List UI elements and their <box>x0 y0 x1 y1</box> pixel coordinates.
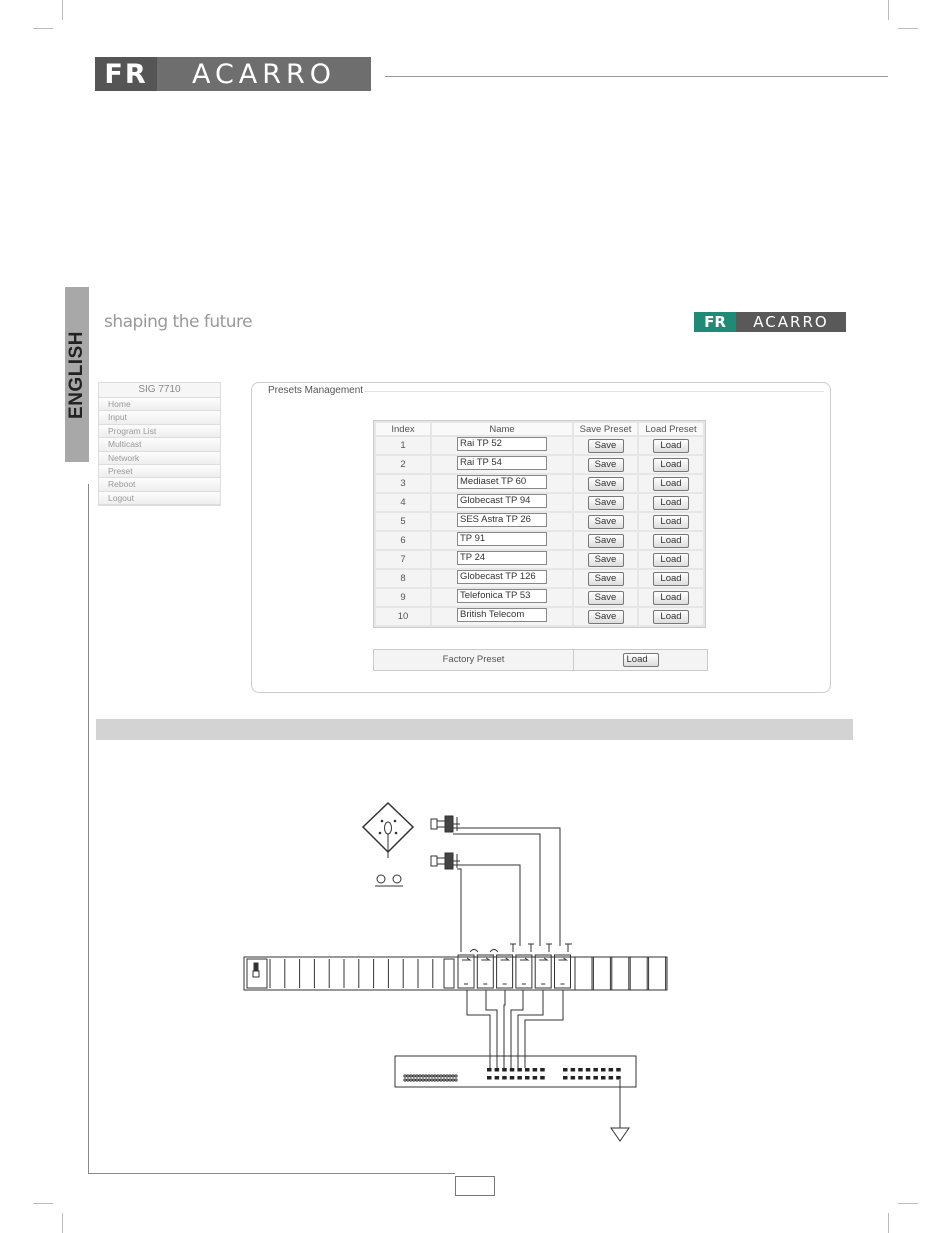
vent-hole <box>443 1079 445 1081</box>
table-row <box>376 513 703 530</box>
nav-item-program-list[interactable]: Program List <box>99 425 220 438</box>
vent-hole <box>410 1079 412 1081</box>
table-row <box>376 437 703 454</box>
switch-port <box>616 1068 621 1072</box>
network-switch-icon <box>395 1056 636 1087</box>
vent-hole <box>431 1079 433 1081</box>
table-row <box>376 608 703 625</box>
switch-port <box>510 1076 515 1080</box>
logo-fr: FR <box>95 57 157 91</box>
vent-hole <box>428 1079 430 1081</box>
lnb-icon <box>431 819 437 829</box>
preset-name-input[interactable]: British Telecom <box>457 608 547 622</box>
factory-preset-label: Factory Preset <box>374 650 574 670</box>
sidebar-menu <box>98 382 221 506</box>
switch-port <box>495 1076 500 1080</box>
switch-port <box>487 1068 492 1072</box>
preset-index: 8 <box>376 570 430 587</box>
preset-name-input[interactable]: Globecast TP 126 <box>457 570 547 584</box>
vent-hole <box>425 1075 427 1077</box>
installation-diagram <box>230 795 690 1150</box>
vent-hole <box>455 1075 457 1077</box>
device-title: SIG 7710 <box>99 383 220 398</box>
save-button[interactable]: Save <box>588 439 624 453</box>
language-tab <box>65 287 89 462</box>
switch-port <box>609 1068 614 1072</box>
crop-mark <box>62 1213 63 1233</box>
save-button[interactable]: Save <box>588 553 624 567</box>
vent-hole <box>422 1079 424 1081</box>
crop-mark <box>888 1213 889 1233</box>
preset-name-input[interactable]: Rai TP 54 <box>457 456 547 470</box>
load-button[interactable]: Load <box>653 477 689 491</box>
column-header: Index <box>376 423 430 435</box>
load-button[interactable]: Load <box>653 553 689 567</box>
switch-port <box>495 1068 500 1072</box>
switch-port <box>502 1076 507 1080</box>
vent-hole <box>449 1079 451 1081</box>
language-label: ENGLISH <box>66 330 87 419</box>
preset-name-input[interactable]: SES Astra TP 26 <box>457 513 547 527</box>
nav-item-logout[interactable]: Logout <box>99 492 220 505</box>
section-band <box>96 719 853 740</box>
switch-port <box>578 1076 583 1080</box>
panel-title-rule <box>364 391 824 392</box>
preset-index: 10 <box>376 608 430 625</box>
table-row <box>376 532 703 549</box>
vent-hole <box>455 1079 457 1081</box>
preset-name-input[interactable]: Telefonica TP 53 <box>457 589 547 603</box>
vent-hole <box>437 1075 439 1077</box>
preset-name-input[interactable]: TP 24 <box>457 551 547 565</box>
save-button[interactable]: Save <box>588 572 624 586</box>
switch-port <box>487 1076 492 1080</box>
switch-port <box>586 1068 591 1072</box>
nav-item-preset[interactable]: Preset <box>99 465 220 478</box>
crop-mark <box>898 1203 918 1204</box>
load-button[interactable]: Load <box>653 591 689 605</box>
left-margin-rule <box>88 484 89 1174</box>
load-button[interactable]: Load <box>653 458 689 472</box>
vent-hole <box>434 1075 436 1077</box>
crop-mark <box>33 28 53 29</box>
column-header: Load Preset <box>639 423 703 435</box>
switch-port <box>616 1076 621 1080</box>
switch-port <box>540 1076 545 1080</box>
crop-mark <box>898 28 918 29</box>
switch-port <box>563 1076 568 1080</box>
vent-hole <box>407 1079 409 1081</box>
vent-hole <box>413 1075 415 1077</box>
empty-slot <box>575 957 592 990</box>
app-logo <box>694 312 846 332</box>
vent-hole <box>431 1075 433 1077</box>
switch-port <box>525 1076 530 1080</box>
logo-rest: ACARRO <box>157 57 371 91</box>
switch-port <box>571 1068 576 1072</box>
switch-port <box>571 1076 576 1080</box>
vent-hole <box>425 1079 427 1081</box>
preset-name-input[interactable]: Rai TP 52 <box>457 437 547 451</box>
switch-port <box>601 1068 606 1072</box>
header-rule <box>385 76 888 77</box>
nav-item-network[interactable]: Network <box>99 452 220 465</box>
column-header: Save Preset <box>574 423 637 435</box>
vent-hole <box>443 1075 445 1077</box>
table-row <box>376 551 703 568</box>
crop-mark <box>33 1203 53 1204</box>
vent-hole <box>428 1075 430 1077</box>
load-button[interactable]: Load <box>653 534 689 548</box>
preset-index: 4 <box>376 494 430 511</box>
app-logo-rest: ACARRO <box>736 312 846 332</box>
switch-port <box>540 1068 545 1072</box>
lnb-icon <box>431 856 437 866</box>
table-row <box>376 456 703 473</box>
load-button[interactable]: Load <box>653 515 689 529</box>
nav-item-reboot[interactable]: Reboot <box>99 478 220 491</box>
vent-hole <box>416 1075 418 1077</box>
table-row <box>376 570 703 587</box>
switch-port <box>563 1068 568 1072</box>
preset-name-input[interactable]: Globecast TP 94 <box>457 494 547 508</box>
crop-mark <box>888 0 889 20</box>
vent-hole <box>422 1075 424 1077</box>
page-number-box <box>455 1176 495 1196</box>
vent-hole <box>404 1079 406 1081</box>
crop-mark <box>62 0 63 20</box>
preset-name-input[interactable]: Mediaset TP 60 <box>457 475 547 489</box>
panel-title: Presets Management <box>268 385 364 396</box>
preset-index: 5 <box>376 513 430 530</box>
table-row <box>376 475 703 492</box>
vent-hole <box>416 1079 418 1081</box>
preset-name-input[interactable]: TP 91 <box>457 532 547 546</box>
load-button[interactable]: Load <box>653 610 689 624</box>
vent-hole <box>437 1079 439 1081</box>
switch-port <box>593 1076 598 1080</box>
load-button[interactable]: Load <box>653 439 689 453</box>
table-row <box>376 494 703 511</box>
switch-port <box>517 1068 522 1072</box>
load-button[interactable]: Load <box>653 572 689 586</box>
switch-port <box>525 1068 530 1072</box>
switch-port <box>533 1076 538 1080</box>
preset-index: 2 <box>376 456 430 473</box>
bottom-margin-rule <box>88 1173 455 1174</box>
empty-slot <box>630 957 647 990</box>
column-header: Name <box>432 423 572 435</box>
vent-hole <box>452 1075 454 1077</box>
nav-item-multicast[interactable]: Multicast <box>99 438 220 451</box>
switch-port <box>578 1068 583 1072</box>
save-button[interactable]: Save <box>588 496 624 510</box>
save-button[interactable]: Save <box>588 477 624 491</box>
switch-port <box>533 1068 538 1072</box>
vent-hole <box>407 1075 409 1077</box>
coil-icon <box>377 875 385 883</box>
vent-hole <box>410 1075 412 1077</box>
save-button[interactable]: Save <box>588 515 624 529</box>
preset-index: 6 <box>376 532 430 549</box>
switch-port <box>502 1068 507 1072</box>
vent-hole <box>452 1079 454 1081</box>
vent-hole <box>404 1075 406 1077</box>
empty-slot <box>593 957 610 990</box>
preset-index: 3 <box>376 475 430 492</box>
load-button[interactable]: Load <box>653 496 689 510</box>
vent-hole <box>440 1075 442 1077</box>
header-logo <box>95 57 371 91</box>
vent-hole <box>434 1079 436 1081</box>
switch-port <box>609 1076 614 1080</box>
vent-hole <box>446 1075 448 1077</box>
nav-item-input[interactable]: Input <box>99 411 220 424</box>
save-button[interactable]: Save <box>588 591 624 605</box>
empty-slot <box>612 957 629 990</box>
save-button[interactable]: Save <box>588 534 624 548</box>
switch-port <box>601 1076 606 1080</box>
vent-hole <box>419 1079 421 1081</box>
preset-index: 9 <box>376 589 430 606</box>
preset-index: 7 <box>376 551 430 568</box>
presets-table <box>373 420 706 628</box>
nav-item-home[interactable]: Home <box>99 398 220 411</box>
save-button[interactable]: Save <box>588 458 624 472</box>
save-button[interactable]: Save <box>588 610 624 624</box>
table-row <box>376 589 703 606</box>
factory-load-button[interactable]: Load <box>623 653 659 667</box>
switch-port <box>517 1076 522 1080</box>
empty-slot <box>649 957 666 990</box>
switch-port <box>593 1068 598 1072</box>
app-logo-fr: FR <box>694 312 736 332</box>
tagline: shaping the future <box>104 312 253 332</box>
switch-port <box>510 1068 515 1072</box>
vent-hole <box>449 1075 451 1077</box>
vent-hole <box>446 1079 448 1081</box>
factory-preset-row <box>373 649 708 671</box>
vent-hole <box>413 1079 415 1081</box>
vent-hole <box>419 1075 421 1077</box>
preset-index: 1 <box>376 437 430 454</box>
switch-port <box>586 1076 591 1080</box>
vent-hole <box>440 1079 442 1081</box>
